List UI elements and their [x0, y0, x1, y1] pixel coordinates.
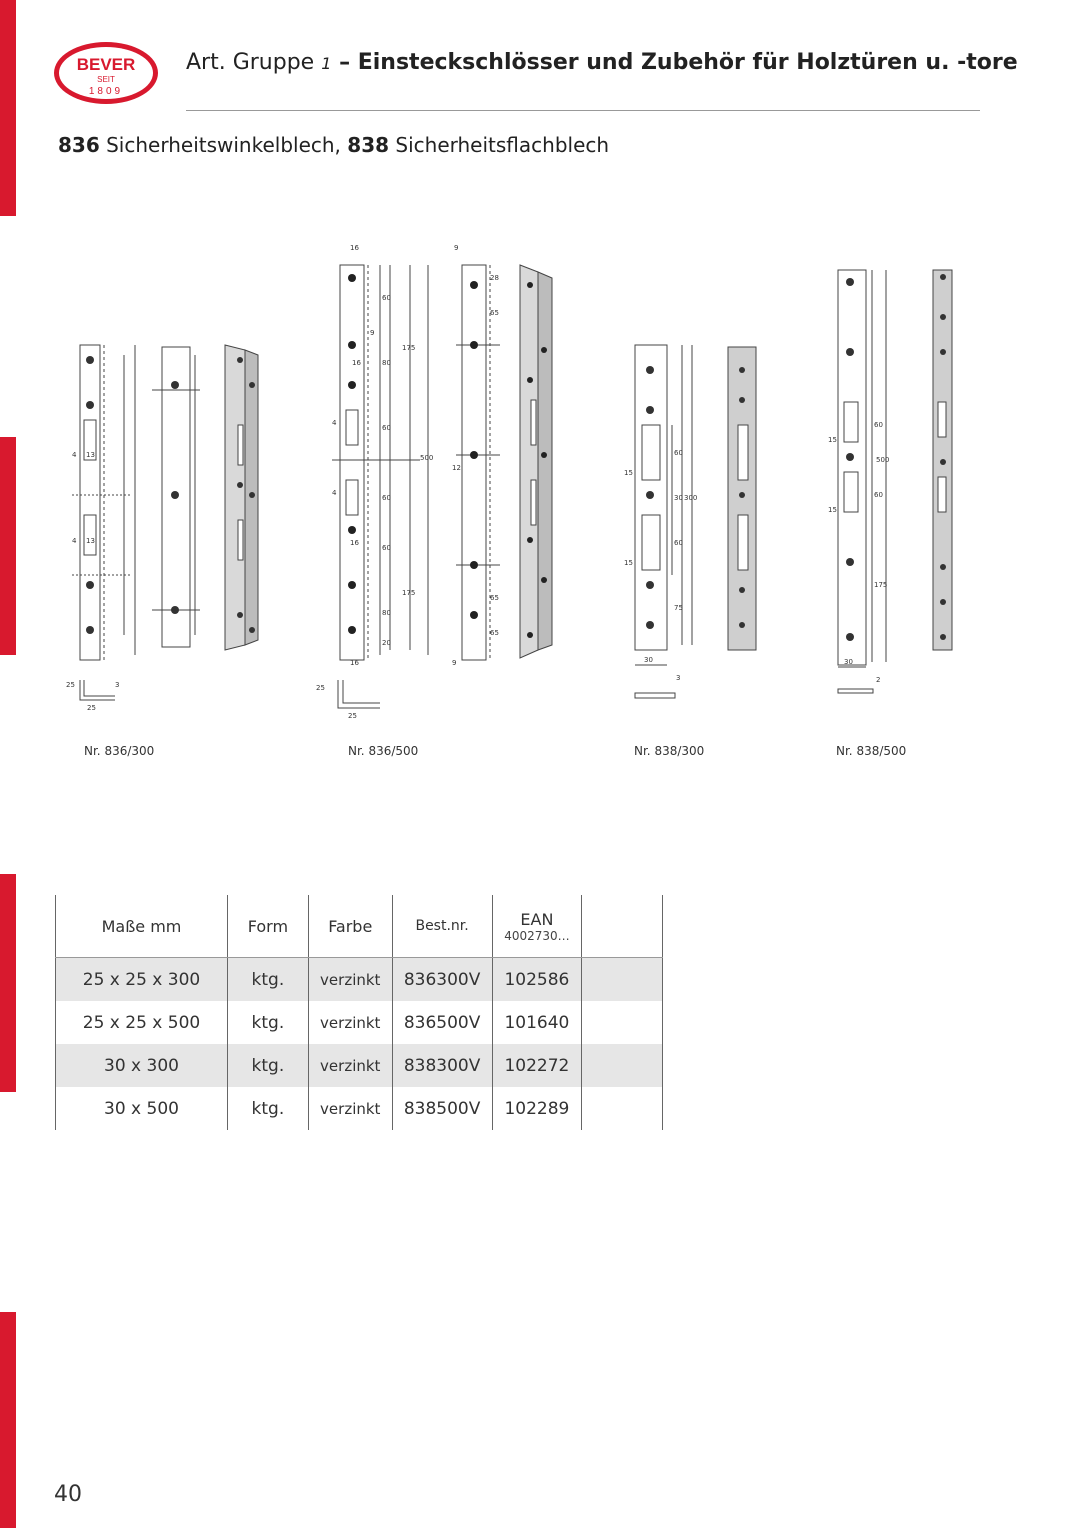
product-table — [55, 895, 663, 1130]
svg-text:30: 30 — [844, 658, 853, 666]
svg-text:60: 60 — [382, 494, 391, 502]
svg-text:15: 15 — [624, 559, 633, 567]
header-farbe: Farbe — [308, 895, 392, 958]
svg-text:175: 175 — [874, 581, 888, 589]
svg-text:16: 16 — [350, 659, 359, 667]
cell-masse: 25 x 25 x 500 — [56, 1001, 228, 1044]
header-ean — [492, 895, 582, 958]
drawing-838-500 — [820, 262, 970, 712]
svg-text:28: 28 — [490, 274, 499, 282]
code-836: 836 — [58, 133, 100, 157]
svg-text:60: 60 — [874, 421, 883, 429]
cell-empty — [582, 958, 663, 1002]
svg-text:9: 9 — [370, 329, 375, 337]
margin-tab — [0, 437, 16, 655]
caption-836-500: Nr. 836/500 — [348, 744, 419, 758]
cell-ean: 102586 — [492, 958, 582, 1002]
svg-text:75: 75 — [674, 604, 683, 612]
cell-empty — [582, 1001, 663, 1044]
svg-text:15: 15 — [828, 506, 837, 514]
svg-text:80: 80 — [382, 609, 391, 617]
svg-text:175: 175 — [402, 344, 416, 352]
page-number: 40 — [54, 1482, 82, 1507]
section-title — [58, 133, 609, 157]
table-row — [56, 1087, 663, 1130]
header-prefix: Art. Gruppe — [186, 50, 315, 75]
bever-logo — [52, 40, 160, 106]
svg-text:13: 13 — [86, 451, 95, 459]
svg-text:65: 65 — [490, 309, 499, 317]
cell-farbe: verzinkt — [308, 1001, 392, 1044]
cell-farbe: verzinkt — [308, 1044, 392, 1087]
svg-text:65: 65 — [490, 594, 499, 602]
svg-text:25: 25 — [87, 704, 96, 712]
header-ean-label: EAN — [520, 909, 554, 929]
svg-text:60: 60 — [674, 539, 683, 547]
svg-text:20: 20 — [382, 639, 391, 647]
cell-ean: 102272 — [492, 1044, 582, 1087]
caption-836-300: Nr. 836/300 — [84, 744, 155, 758]
svg-text:16: 16 — [350, 539, 359, 547]
svg-text:SEIT: SEIT — [97, 75, 115, 84]
svg-text:16: 16 — [352, 359, 361, 367]
svg-text:60: 60 — [382, 294, 391, 302]
svg-text:60: 60 — [382, 544, 391, 552]
cell-ean: 101640 — [492, 1001, 582, 1044]
svg-text:30: 30 — [644, 656, 653, 664]
name-836: Sicherheitswinkelblech, — [106, 133, 341, 157]
svg-text:300: 300 — [684, 494, 698, 502]
cell-empty — [582, 1087, 663, 1130]
header-bestnr: Best.nr. — [392, 895, 492, 958]
cell-bestnr: 836500V — [392, 1001, 492, 1044]
header-ean-prefix: 4002730… — [504, 928, 570, 943]
svg-text:4: 4 — [332, 489, 337, 497]
margin-tab — [0, 0, 16, 216]
table-row — [56, 1044, 663, 1087]
caption-838-500: Nr. 838/500 — [836, 744, 907, 758]
table-header-row — [56, 895, 663, 958]
header-masse: Maße mm — [56, 895, 228, 958]
drawing-838-300 — [610, 335, 790, 715]
svg-text:4: 4 — [72, 537, 77, 545]
svg-text:60: 60 — [874, 491, 883, 499]
header-dash: – — [331, 50, 358, 75]
svg-text:60: 60 — [674, 449, 683, 457]
svg-text:1809: 1809 — [88, 86, 124, 97]
svg-text:30: 30 — [674, 494, 683, 502]
page-header — [186, 50, 1018, 75]
header-divider — [186, 110, 980, 111]
svg-text:500: 500 — [876, 456, 890, 464]
header-title: Einsteckschlösser und Zubehör für Holztüren u. -tore — [357, 50, 1018, 75]
name-838: Sicherheitsflachblech — [395, 133, 610, 157]
cell-form: ktg. — [227, 958, 308, 1002]
cell-form: ktg. — [227, 1044, 308, 1087]
cell-farbe: verzinkt — [308, 1087, 392, 1130]
svg-text:500: 500 — [420, 454, 434, 462]
cell-bestnr: 836300V — [392, 958, 492, 1002]
cell-masse: 30 x 300 — [56, 1044, 228, 1087]
svg-text:25: 25 — [316, 684, 325, 692]
cell-bestnr: 838500V — [392, 1087, 492, 1130]
svg-text:13: 13 — [86, 537, 95, 545]
svg-text:9: 9 — [452, 659, 457, 667]
svg-text:3: 3 — [676, 674, 681, 682]
table-row — [56, 958, 663, 1002]
svg-text:2: 2 — [876, 676, 881, 684]
margin-tab — [0, 1312, 16, 1528]
margin-tab — [0, 874, 16, 1092]
svg-text:BEVER: BEVER — [76, 55, 136, 74]
cell-masse: 30 x 500 — [56, 1087, 228, 1130]
cell-masse: 25 x 25 x 300 — [56, 958, 228, 1002]
svg-text:80: 80 — [382, 359, 391, 367]
header-empty — [582, 895, 663, 958]
header-form: Form — [227, 895, 308, 958]
cell-bestnr: 838300V — [392, 1044, 492, 1087]
cell-form: ktg. — [227, 1001, 308, 1044]
code-838: 838 — [347, 133, 390, 157]
svg-text:175: 175 — [402, 589, 416, 597]
svg-text:16: 16 — [350, 244, 359, 252]
cell-form: ktg. — [227, 1087, 308, 1130]
svg-text:60: 60 — [382, 424, 391, 432]
svg-text:9: 9 — [454, 244, 459, 252]
svg-text:65: 65 — [490, 629, 499, 637]
svg-text:15: 15 — [828, 436, 837, 444]
svg-text:4: 4 — [72, 451, 77, 459]
cell-farbe: verzinkt — [308, 958, 392, 1002]
drawing-836-500 — [310, 240, 570, 720]
svg-text:3: 3 — [115, 681, 120, 689]
svg-text:25: 25 — [66, 681, 75, 689]
svg-text:4: 4 — [332, 419, 337, 427]
svg-text:25: 25 — [348, 712, 357, 720]
table-row — [56, 1001, 663, 1044]
svg-text:15: 15 — [624, 469, 633, 477]
header-group-number: 1 — [321, 54, 332, 73]
caption-838-300: Nr. 838/300 — [634, 744, 705, 758]
drawing-836-300 — [60, 325, 270, 715]
cell-ean: 102289 — [492, 1087, 582, 1130]
cell-empty — [582, 1044, 663, 1087]
svg-text:12: 12 — [452, 464, 461, 472]
